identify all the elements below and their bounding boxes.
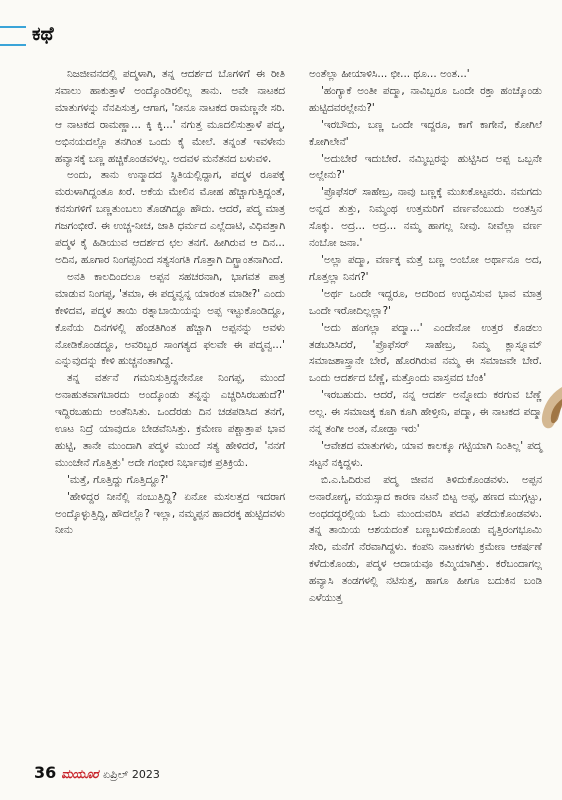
paragraph: 'ಮತ್ತೆ, ಗೊತ್ತಿದ್ದು ಗೊತ್ತಿದ್ದೂ?' bbox=[67, 473, 169, 486]
header-rule-bottom bbox=[0, 44, 26, 46]
header-rule-top bbox=[0, 26, 26, 28]
section-title: ಕಥೆ bbox=[32, 23, 54, 45]
magazine-logo: ಮಯೂರ bbox=[61, 767, 99, 781]
paragraph: 'ಆವೇಶದ ಮಾತುಗಳು, ಯಾವ ಕಾಲಕ್ಕೂ ಗಟ್ಟಿಯಾಗಿ ನಿಂತಿಲ್ಲ' ಪದ್ಮ ಸಟ್ಟನೆ ನಕ್ಕಿದ್ದಳು. bbox=[309, 439, 542, 469]
paragraph: ಅಂದು, ತಾನು ಉನ್ಮಾದದ ಸ್ಥಿತಿಯಲ್ಲಿದ್ದಾಗ, ಪದ್ಮಳ ರೂಪಕ್ಕೆ ಮರುಳಾಗಿದ್ದಂತೂ ಖರೆ. ಅಕೆಯ ಮೇಲಿನ ಮೋಹ ಹೆಚ್ಚಾಗುತ್ತಿದ್ದಂತೆ, ಕನಸುಗಳಿಗೆ ಬಣ್ಣತುಂಬಲು ತೊಡಗಿದ್ದೂ ಹೌದು. ಆದರೆ, ಪದ್ಮ ಮಾತ್ರ ಗಜಗಂಭೀರೆ. ಈ ಉಚ್ಚ-ನೀಚ, ಜಾತಿ ಧರ್ಮದ ಎಲ್ಲೆದಾಟಿ, ವಿಧಿವತ್ತಾಗಿ ಪದ್ಮಳ ಕೈ ಹಿಡಿಯುವ ಆದರ್ಶದ ಛಲ ತನಗೆ. ಹೀಗಿರುವ ಆ ದಿನ... ಅದಿನ, ಹೂಗಾರ ನಿಂಗಪ್ಪನಿಂದ ಸತ್ಯಸಂಗತಿ ಗೊತ್ತಾಗಿ ದಿಗ್ಭ್ರಾಂತನಾಗಿಂದೆ. bbox=[55, 169, 285, 266]
paragraph: 'ಹಂಗ್ಯಾಕೆ ಅಂತೀ ಪದ್ಮಾ, ನಾವಿಬ್ಬರೂ ಒಂದೇ ರಕ್ತಾ ಹಂಚ್ಕೊಂಡು ಹುಟ್ಟಿದವರಲ್ಲೇನು?' bbox=[309, 84, 542, 114]
page-number: 36 bbox=[34, 763, 57, 782]
paragraph: ನಿಜಜೀವನದಲ್ಲಿ ಪದ್ಮಳಾಗಿ, ತನ್ನ ಆದರ್ಶದ ಬೊಗಳಿಗೆ ಈ ರೀತಿ ಸವಾಲು ಹಾಕುತ್ತಾಳೆ ಅಂದ್ಕೊಂಡಿರಲಿಲ್ಲ ತಾನು. ಅವೇ ನಾಟಕದ ಮಾತುಗಳನ್ನು ನೆನಪಿಸುತ್ತ, ಆಗಾಗ, 'ನೀನೂ ನಾಟಕದ ರಾಮಣ್ಣನೇ ಸರಿ. ಆ ನಾಟಕದ ರಾಮಣ್ಣಾ... ಕ್ಕಿ ಕ್ಕಿ...' ನಗುತ್ತ ಮೂದಲಿಸುತ್ತಾಳೆ ಪದ್ಮ, ಅಭಿನಯದಲ್ಲೊ ತನಗಿಂತ ಒಂದು ಕೈ ಮೇಲೆ. ತನ್ನಂತೆ ಇವಳೇನು ಹವ್ಯಾಸಕ್ಕೆ ಬಣ್ಣ ಹಚ್ಚಿಕೊಂಡವಳಲ್ಲ. ಅದವಳ ಮನೆತನದ ಬಳುವಳಿ. bbox=[55, 68, 285, 165]
paragraph: 'ಅದು ಹಂಗಲ್ಲಾ ಪದ್ಮಾ...' ಎಂದೇನೋ ಉತ್ತರ ಕೊಡಲು ತಡಬಡಿಸಿದರೆ, 'ಪ್ರೊಫೆಸರ್ ಸಾಹೇಬ್ರ, ನಿಮ್ಮ ಕ್ಲಾಸ್ನೂಮ್ ಸಮಾಜಶಾಸ್ತ್ರಾನೇ ಬೇರೆ, ಹೊರಗಿರುವ ನಮ್ಮ ಈ ಸಮಾಜವೇ ಬೇರೆ. ಒಂದು ಆದರ್ಶದ ಬೆಣ್ಣೆ, ಮತ್ತೊಂದು ವಾಸ್ತವದ ಬೆಂಕಿ' bbox=[309, 321, 542, 385]
paragraph: ಬಿ.ಎ.ಓದಿರುವ ಪದ್ಮ ಜೀವನ ತಿಳಿದುಕೊಂಡವಳು. ಅಪ್ಪನ ಅನಾರೋಗ್ಯ, ವಯಸ್ಸಾದ ಕಾರಣ ನಟನೆ ಬಿಟ್ಟ ಅಪ್ಪ, ಹಣದ ಮುಗ್ಗಟ್ಟು, ಅಂಧದದ್ದರಲ್ಲಿಯ ಓದು ಮುಂದುವರಿಸಿ ಪದವಿ ಪಡೆದುಕೊಂಡವಳು. ತನ್ನ ತಾಯಿಯ ಆಶಯದಂತೆ ಬಣ್ಣಬಳಿದುಕೊಂಡು ವೃತ್ತಿರಂಗಭೂಮಿ ಸೇರಿ, ಮನೆಗೆ ನೆರವಾಗಿದ್ದಳು. ಕಂಪನಿ ನಾಟಕಗಳು ಕ್ರಮೇಣ ಆಕರ್ಷಣೆ ಕಳೆದುಕೊಂಡು, ಪದ್ಮಳ ಆದಾಯವೂ ಕಮ್ಮಿಯಾಗಿತ್ತು. ಕರೆಬಂದಾಗಲ್ಲ ಹವ್ಯಾಸಿ ತಂಡಗಳಲ್ಲಿ ನಟಿಸುತ್ತ, ಹಾಗೂ ಹೀಗೂ ಬದುಕಿನ ಬಂಡಿ ಎಳೆಯುತ್ತ bbox=[309, 473, 542, 605]
brush-stroke-decoration bbox=[536, 377, 562, 447]
story-column-right bbox=[309, 66, 542, 607]
paragraph: 'ಇರಬಹುದು. ಆದರೆ, ನನ್ನ ಆದರ್ಶ ಅನ್ನೋದು ಕರಗುವ ಬೆಣ್ಣೆ ಅಲ್ಲ. ಈ ಸಮಾಜಕ್ಕ ಕೂಗಿ ಕೂಗಿ ಹೇಳ್ತೀನಿ, ಪದ್ಮಾ, ಈ ನಾಟಕದ ಪದ್ಮಾ ನನ್ನ ತಂಗೀ ಅಂತ, ನೋಡ್ತಾ ಇರು' bbox=[309, 389, 542, 436]
paragraph: ಅಂತೆಲ್ಲಾ ಹೀಯಾಳಿಸಿ... ಛೀ... ಥೂ... ಅಂತ...' bbox=[309, 68, 470, 80]
paragraph: ತನ್ನ ವರ್ತನೆ ಗಮನಿಸುತ್ತಿದ್ದನೇನೋ ನಿಂಗಪ್ಪ, ಮುಂದೆ ಅನಾಹುತವಾಗಬಾರದು ಅಂದ್ಕೊಂಡು ತನ್ನನ್ನು ಎಚ್ಚರಿಸಿರಬಹುದೆ?' ಇದ್ದಿರಬಹುದು ಅಂತೆನಿಸಿತು. ಒಂದೆರಡು ದಿನ ಚಡಪಡಿಸಿದ ತನಗೆ, ಊಟ ನಿದ್ರೆ ಯಾವುದೂ ಬೇಡವೆನಿಸಿತ್ತು. ಕ್ರಮೇಣ ಪಶ್ಚಾತ್ತಾಪ ಭಾವ ಹುಟ್ಟಿ, ತಾನೇ ಮುಂದಾಗಿ ಪದ್ಮಳ ಮುಂದೆ ಸತ್ಯ ಹೇಳಿದರೆ, 'ನನಗೆ ಮುಂಚೇನೆ ಗೊತ್ತಿತ್ತು' ಅದೇ ಗಂಭೀರ ನಿರ್ಭಾವುಕ ಪ್ರತಿಕ್ರಿಯೆ. bbox=[55, 372, 285, 469]
paragraph: 'ಅದುಬೇರೆ ಇದುಬೇರೆ. ನಮ್ಮಿಬ್ಬರನ್ನು ಹುಟ್ಟಿಸಿದ ಅಪ್ಪ ಒಬ್ಬನೇ ಅಲ್ಲೇನು?' bbox=[309, 152, 542, 182]
story-column-left bbox=[55, 66, 285, 539]
paragraph: 'ಪ್ರೊಫೆಸರ್ ಸಾಹೇಬ್ರ, ನಾವು ಬಣ್ಣಕ್ಕೆ ಮುಖಕೊಟ್ಟವರು. ನಮಗದು ಅನ್ನದ ತುತ್ತು, ನಿಮ್ಮಂಥ ಉತ್ತಮರಿಗೆ ವರ್ಣವೆಂಬುದು ಅಂತಸ್ತಿನ ಸೊಕ್ಕು. ಅದ್ರ... ಅದ್ರ... ನಮ್ಮ ಹಾಗಲ್ಲ ನೀವು. ನೀವೆಲ್ಲಾ ವರ್ಣ ನಂಬೋ ಜನಾ.' bbox=[309, 186, 542, 250]
issue-date: ಏಪ್ರಿಲ್ 2023 bbox=[103, 768, 160, 781]
paragraph: 'ಅಲ್ಲಾ ಪದ್ಮಾ, ವರ್ಣಕ್ಕ ಮತ್ತೆ ಬಣ್ಣ ಅಂಬೋ ಅರ್ಥಾನೂ ಅದ, ಗೊತ್ತಲ್ಲಾ ನಿನಗ?' bbox=[309, 253, 542, 283]
paragraph: 'ಇರಬೌದು, ಬಣ್ಣ ಒಂದೇ ಇದ್ದರೂ, ಕಾಗೆ ಕಾಗೇನೆ, ಕೋಗಿಲೆ ಕೋಗಿಲೇನೆ' bbox=[309, 118, 542, 148]
paragraph: 'ಅರ್ಥ ಒಂದೇ ಇದ್ದರೂ, ಅದರಿಂದ ಉದ್ಭವಿಸುವ ಭಾವ ಮಾತ್ರ ಒಂದೇ ಇರೋದಿಲ್ಲಲ್ಲಾ?' bbox=[309, 287, 542, 317]
page-footer bbox=[34, 763, 160, 782]
paragraph: ಅನತಿ ಕಾಲದಿಂದಲೂ ಅಪ್ಪನ ಸಹಚರನಾಗಿ, ಭಾಗವತ ಪಾತ್ರ ಮಾಡುವ ನಿಂಗಪ್ಪ, 'ತಮಾ, ಈ ಪದ್ಮವ್ವನ್ನ ಯಾರಂತ ಮಾಡೀ?' ಎಂದು ಕೇಳಿದವ, ಪದ್ಮಳ ತಾಯಿ ರತ್ನಾಬಾಯಿಯನ್ನು ಅಪ್ಪ ಇಟ್ಟುಕೊಂಡಿದ್ದೂ, ಕೊನೆಯ ದಿನಗಳಲ್ಲಿ ಹೆಂಡತಿಗಿಂತ ಹೆಚ್ಚಾಗಿ ಅಪ್ಪನನ್ನು ಅವಳು ನೋಡಿಕೊಂಡದ್ದೂ, ಅವರಿಬ್ಬರ ಸಾಂಗತ್ಯದ ಫಲವೇ ಈ ಪದ್ಮವ್ವ...' ಎನ್ನುವುದನ್ನು ಕೇಳಿ ಹುಚ್ಚನಂತಾಗಿದ್ದೆ. bbox=[55, 270, 285, 368]
paragraph: 'ಹೇಳಿದ್ದರ ನೀನೆಲ್ಲಿ ನಂಬುತ್ತಿದ್ದಿ? ಏನೋ ಮಸಲತ್ತದ ಇದರಾಗ ಅಂದ್ಕೊಳ್ಳುತ್ತಿದ್ದಿ, ಹೌದಲ್ಲೊ? ಇಲ್ಲಾ, ನಮ್ಮಪ್ಪನ ಹಾದರಕ್ಕ ಹುಟ್ಟಿದವಳು ನೀನು bbox=[55, 490, 285, 537]
